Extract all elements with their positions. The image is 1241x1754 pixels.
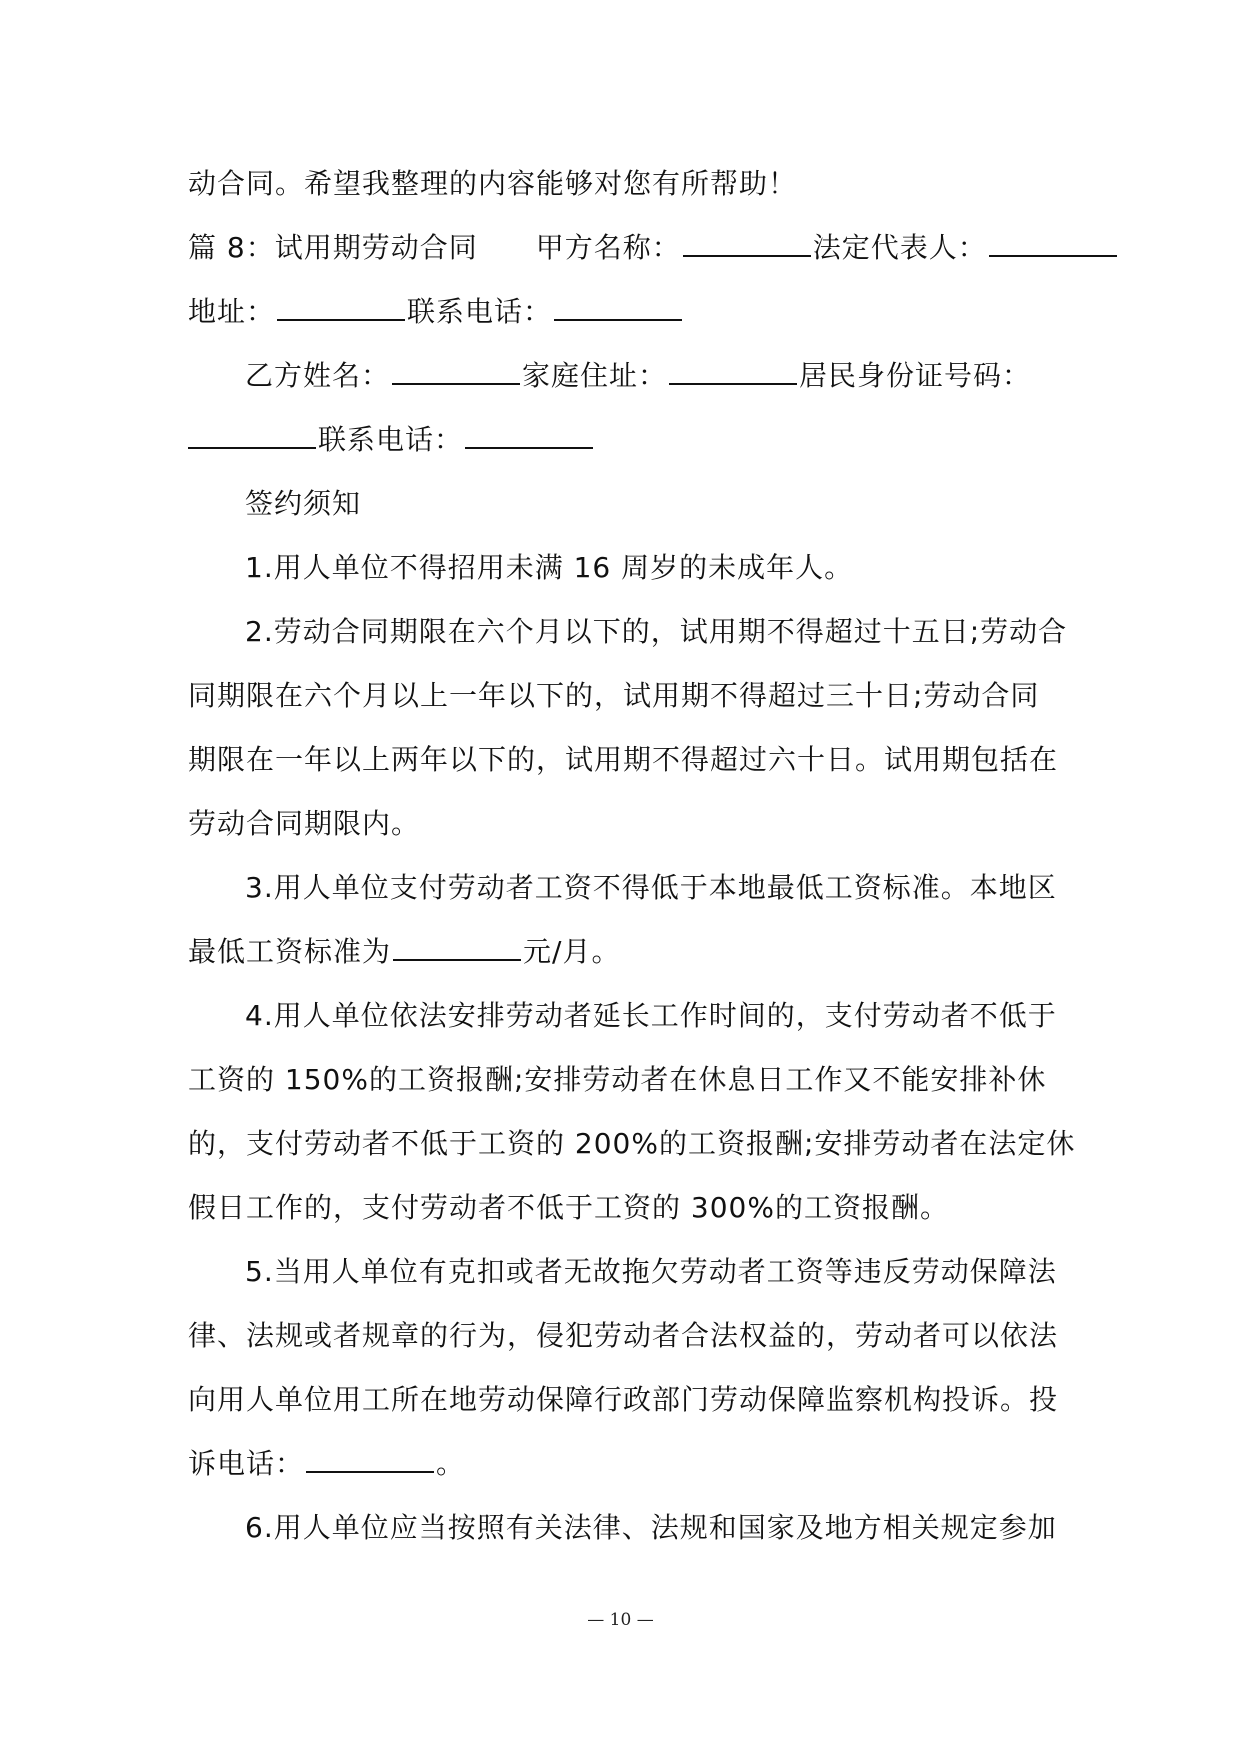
paragraph-line: 2.劳动合同期限在六个月以下的，试用期不得超过十五日;劳动合 xyxy=(245,615,1068,648)
paragraph-line: 期限在一年以上两年以下的，试用期不得超过六十日。试用期包括在 xyxy=(188,743,1059,776)
party-a-phone-blank xyxy=(554,297,682,321)
home-address-blank xyxy=(669,361,797,385)
paragraph-line: 1.用人单位不得招用未满 16 周岁的未成年人。 xyxy=(245,551,854,584)
contract-title-line xyxy=(188,216,1068,280)
address-label: 地址： xyxy=(188,295,276,328)
min-wage-line xyxy=(188,920,1068,984)
paragraph-line: 向用人单位用工所在地劳动保障行政部门劳动保障监察机构投诉。投 xyxy=(188,1383,1059,1416)
contract-title: 篇 8：试用期劳动合同 xyxy=(188,231,478,264)
paragraph-line: 的，支付劳动者不低于工资的 200%的工资报酬;安排劳动者在法定休 xyxy=(188,1127,1076,1160)
complaint-phone-line xyxy=(188,1432,1068,1496)
min-wage-label: 最低工资标准为 xyxy=(188,935,392,968)
paragraph-line: 假日工作的，支付劳动者不低于工资的 300%的工资报酬。 xyxy=(188,1191,949,1224)
party-a-address-line xyxy=(188,280,1068,344)
party-b-info-line xyxy=(188,344,1068,408)
period: 。 xyxy=(436,1447,466,1480)
home-address-label: 家庭住址： xyxy=(522,359,668,392)
legal-rep-blank xyxy=(989,233,1117,257)
paragraph-line: 同期限在六个月以上一年以下的，试用期不得超过三十日;劳动合同 xyxy=(188,679,1040,712)
id-number-label: 居民身份证号码： xyxy=(799,359,1032,392)
document-body xyxy=(188,152,1076,1560)
party-b-name-label: 乙方姓名： xyxy=(245,359,391,392)
party-b-name-blank xyxy=(392,361,520,385)
paragraph-line: 6.用人单位应当按照有关法律、法规和国家及地方相关规定参加 xyxy=(245,1511,1057,1544)
id-number-blank xyxy=(188,425,316,449)
min-wage-blank xyxy=(393,937,521,961)
complaint-phone-label: 诉电话： xyxy=(188,1447,305,1480)
paragraph-line: 3.用人单位支付劳动者工资不得低于本地最低工资标准。本地区 xyxy=(245,871,1057,904)
party-b-phone-label: 联系电话： xyxy=(318,423,464,456)
paragraph-line: 律、法规或者规章的行为，侵犯劳动者合法权益的，劳动者可以依法 xyxy=(188,1319,1059,1352)
text-line: 动合同。希望我整理的内容能够对您有所帮助！ xyxy=(188,167,798,200)
paragraph-line: 5.当用人单位有克扣或者无故拖欠劳动者工资等违反劳动保障法 xyxy=(245,1255,1057,1288)
page-number: — 10 — xyxy=(587,1610,654,1630)
paragraph-line: 劳动合同期限内。 xyxy=(188,807,421,840)
complaint-phone-blank xyxy=(306,1449,434,1473)
legal-rep-label: 法定代表人： xyxy=(812,231,987,264)
address-blank xyxy=(277,297,405,321)
min-wage-unit: 元/月。 xyxy=(523,935,621,968)
party-b-phone-line xyxy=(188,408,1068,472)
party-a-name-blank xyxy=(683,233,811,257)
paragraph-line: 工资的 150%的工资报酬;安排劳动者在休息日工作又不能安排补休 xyxy=(188,1063,1047,1096)
party-a-phone-label: 联系电话： xyxy=(407,295,553,328)
party-b-phone-blank xyxy=(465,425,593,449)
party-a-name-label: 甲方名称： xyxy=(535,231,681,264)
paragraph-line: 4.用人单位依法安排劳动者延长工作时间的，支付劳动者不低于 xyxy=(245,999,1057,1032)
section-heading: 签约须知 xyxy=(245,487,362,520)
